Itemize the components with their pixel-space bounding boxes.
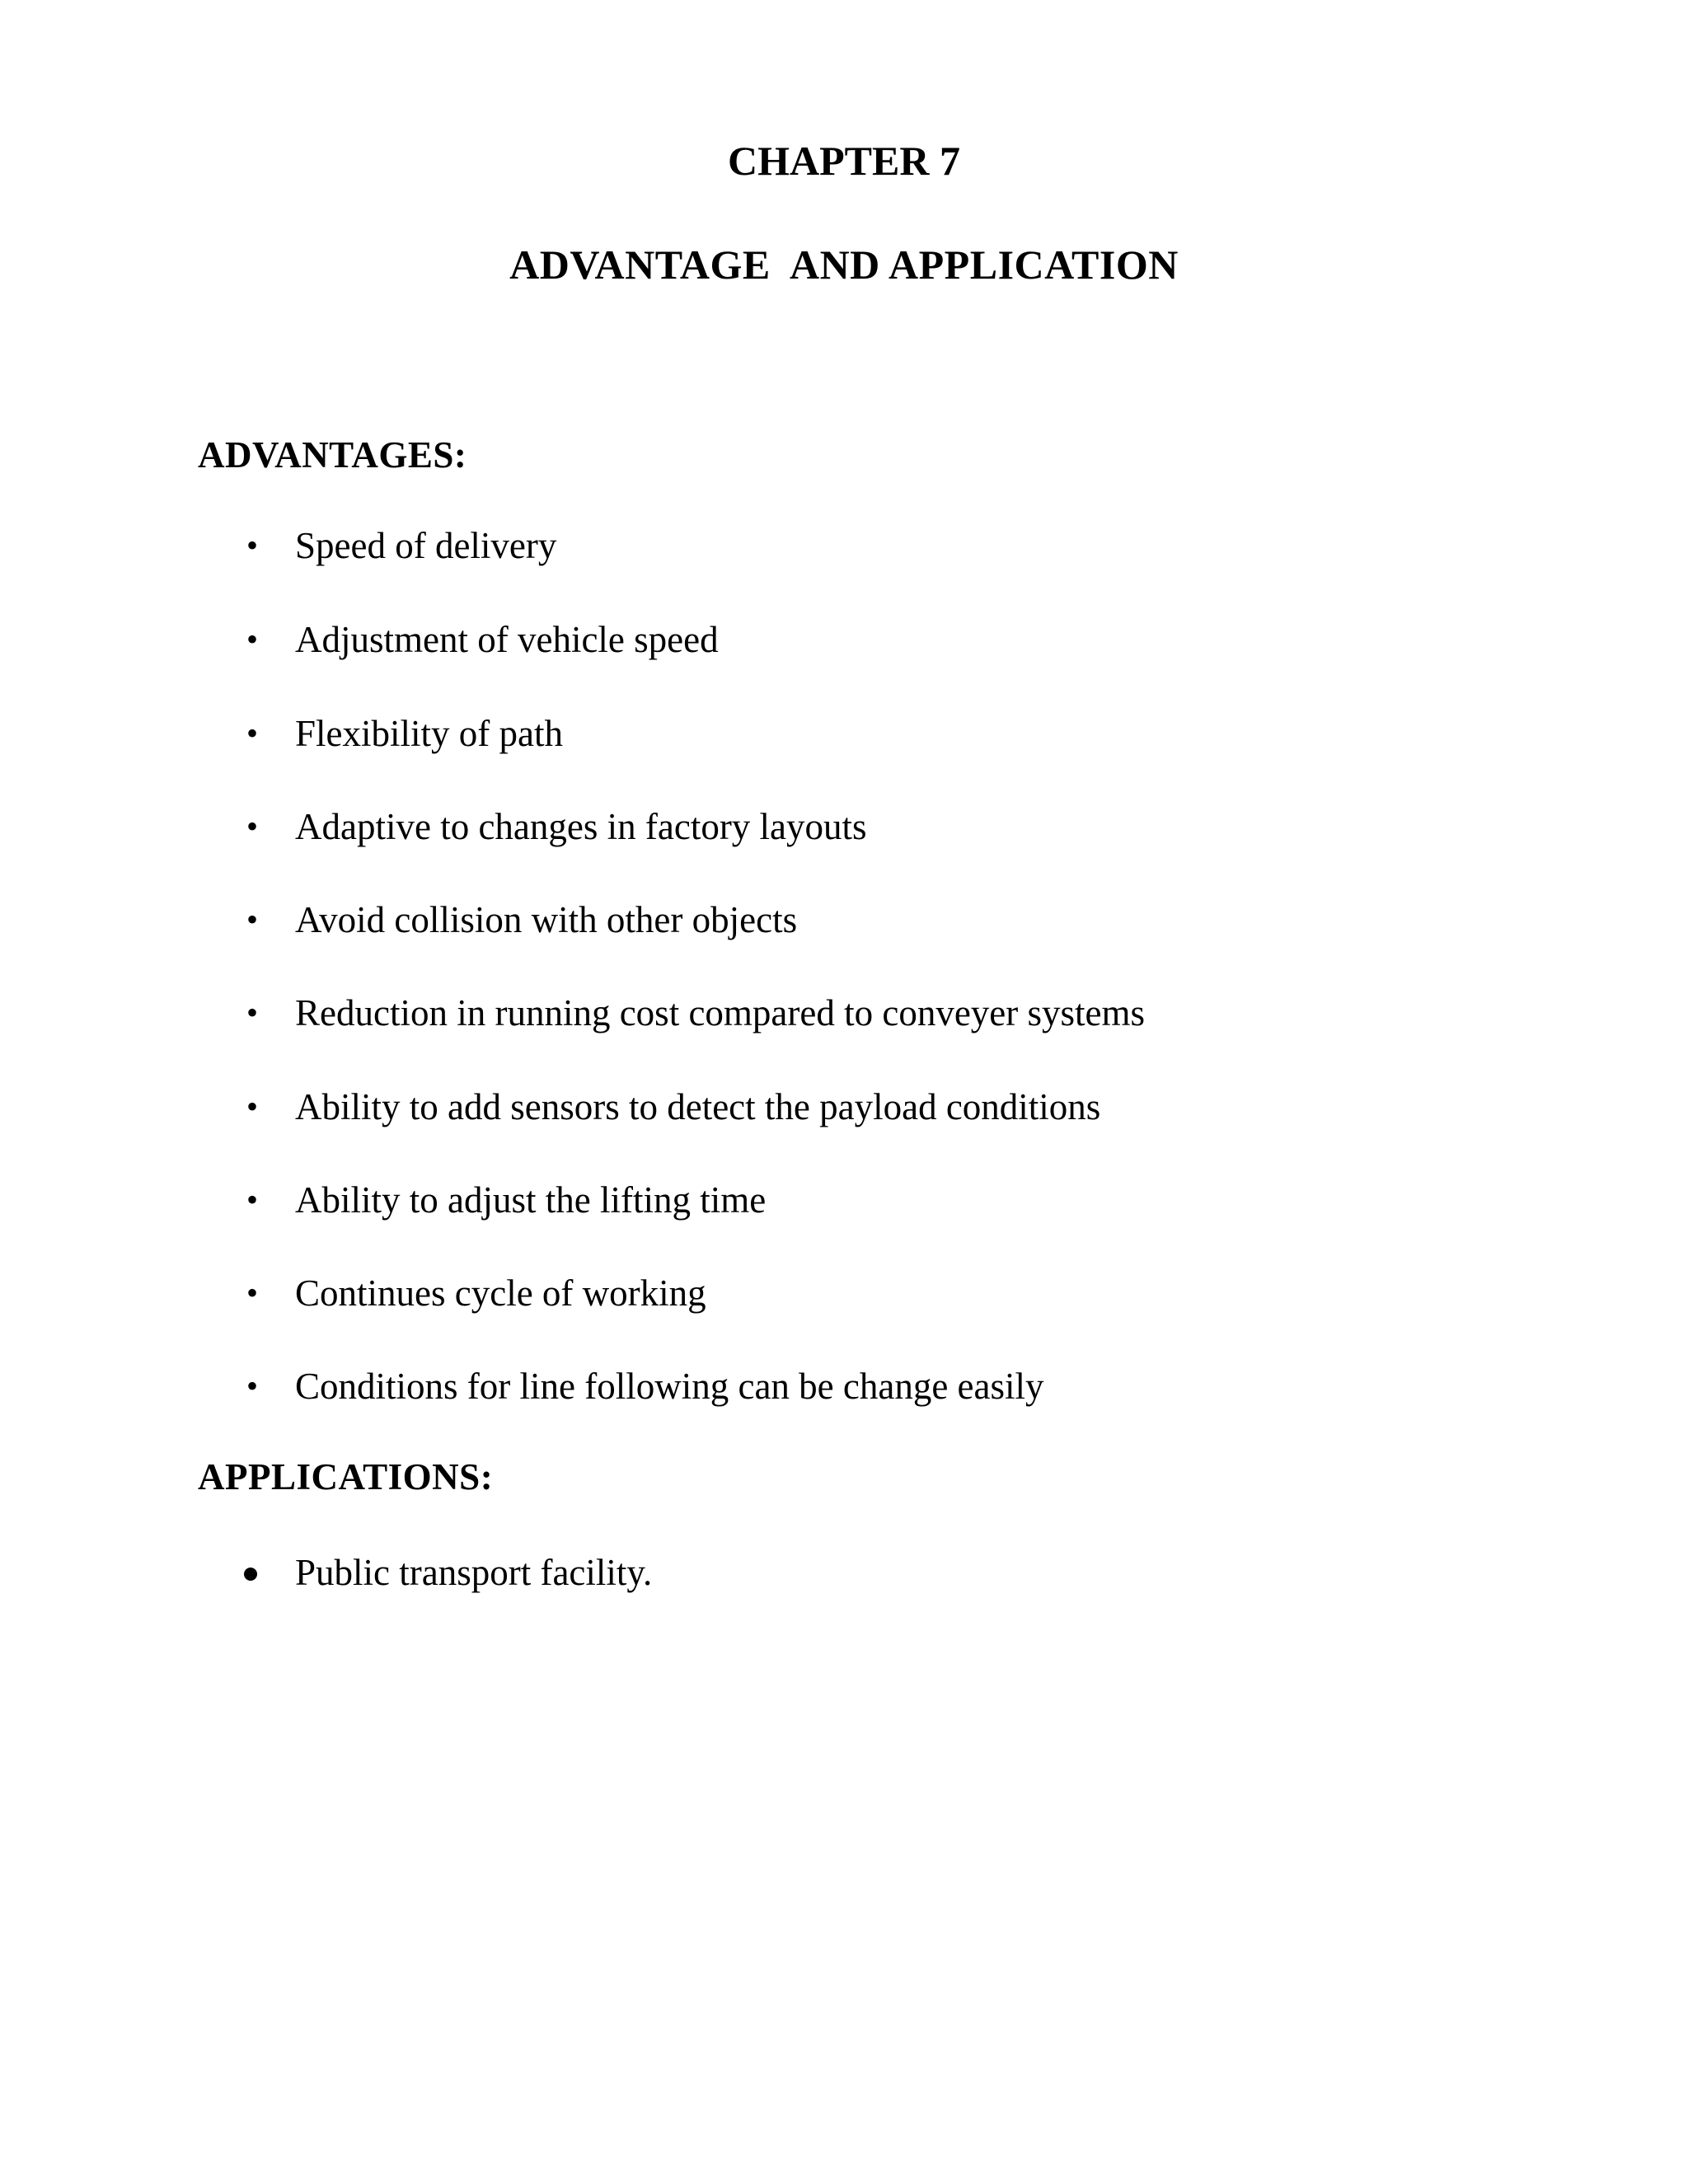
list-item-text: Continues cycle of working xyxy=(295,1272,706,1314)
list-item xyxy=(0,1548,1688,1597)
list-item-text: Adjustment of vehicle speed xyxy=(295,619,719,660)
list-item xyxy=(0,1082,1688,1132)
list-item xyxy=(0,988,1688,1038)
list-item-text: Speed of delivery xyxy=(295,525,557,566)
applications-heading: APPLICATIONS: xyxy=(198,1456,494,1497)
list-item-text: Reduction in running cost compared to conveyer systems xyxy=(295,992,1146,1033)
bullet-icon: • xyxy=(246,1274,258,1311)
list-item xyxy=(0,521,1688,570)
bullet-icon: • xyxy=(246,715,258,752)
bullet-icon: • xyxy=(246,1181,258,1218)
chapter-title: ADVANTAGE AND APPLICATION xyxy=(509,241,1179,288)
bullet-icon: • xyxy=(246,621,258,658)
chapter-number: CHAPTER 7 xyxy=(728,138,960,184)
list-item-text: Adaptive to changes in factory layouts xyxy=(295,806,867,847)
advantages-heading: ADVANTAGES: xyxy=(198,434,467,476)
list-item-text: Conditions for line following can be change easily xyxy=(295,1366,1044,1407)
list-item-text: Ability to adjust the lifting time xyxy=(295,1179,767,1221)
list-item xyxy=(0,1268,1688,1318)
list-item xyxy=(0,895,1688,944)
bullet-icon xyxy=(244,1568,257,1581)
bullet-icon: • xyxy=(246,994,258,1031)
bullet-icon: • xyxy=(246,527,258,564)
bullet-icon: • xyxy=(246,1367,258,1404)
list-item-text: Avoid collision with other objects xyxy=(295,899,798,940)
list-item-text: Ability to add sensors to detect the payload conditions xyxy=(295,1086,1101,1127)
list-item xyxy=(0,1175,1688,1225)
bullet-icon: • xyxy=(246,808,258,845)
list-item xyxy=(0,615,1688,664)
list-item-text: Public transport facility. xyxy=(295,1552,653,1593)
list-item xyxy=(0,709,1688,758)
list-item-text: Flexibility of path xyxy=(295,713,563,754)
list-item xyxy=(0,802,1688,851)
list-item xyxy=(0,1361,1688,1411)
bullet-icon: • xyxy=(246,1088,258,1125)
bullet-icon: • xyxy=(246,901,258,938)
